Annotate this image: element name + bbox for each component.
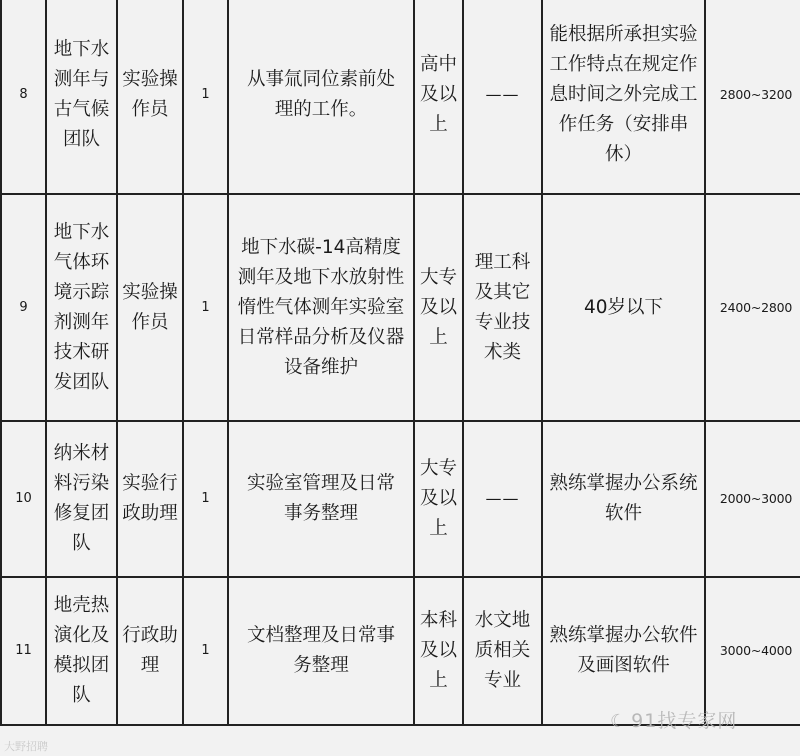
corner-watermark: 大野招聘 — [4, 740, 48, 753]
major-requirement: —— — [463, 421, 542, 577]
site-watermark: ☾ 91找专家网 — [610, 710, 738, 732]
job-duties: 实验室管理及日常事务整理 — [228, 421, 414, 577]
headcount: 1 — [183, 577, 228, 725]
table-row — [1, 0, 800, 194]
salary-range: 2000~3000 — [705, 421, 800, 577]
major-requirement: —— — [463, 0, 542, 194]
row-number: 11 — [1, 577, 46, 725]
salary-range: 3000~4000 — [705, 577, 800, 725]
education-requirement: 高中及以上 — [414, 0, 463, 194]
row-number: 9 — [1, 194, 46, 421]
team-name: 地壳热演化及模拟团队 — [46, 577, 117, 725]
wechat-icon: ☾ — [610, 711, 628, 732]
position-title: 实验操作员 — [117, 0, 183, 194]
row-number: 8 — [1, 0, 46, 194]
other-requirements: 熟练掌握办公系统软件 — [542, 421, 705, 577]
salary-range: 2800~3200 — [705, 0, 800, 194]
major-requirement: 水文地质相关专业 — [463, 577, 542, 725]
headcount: 1 — [183, 421, 228, 577]
headcount: 1 — [183, 0, 228, 194]
position-title: 实验行政助理 — [117, 421, 183, 577]
headcount: 1 — [183, 194, 228, 421]
salary-range: 2400~2800 — [705, 194, 800, 421]
other-requirements: 能根据所承担实验工作特点在规定作息时间之外完成工作任务（安排串休） — [542, 0, 705, 194]
job-duties: 文档整理及日常事务整理 — [228, 577, 414, 725]
position-title: 行政助理 — [117, 577, 183, 725]
education-requirement: 大专及以上 — [414, 421, 463, 577]
table-row — [1, 577, 800, 725]
table-row — [1, 194, 800, 421]
row-number: 10 — [1, 421, 46, 577]
table-row — [1, 421, 800, 577]
team-name: 地下水测年与古气候团队 — [46, 0, 117, 194]
education-requirement: 大专及以上 — [414, 194, 463, 421]
team-name: 纳米材料污染修复团队 — [46, 421, 117, 577]
team-name: 地下水气体环境示踪剂测年技术研发团队 — [46, 194, 117, 421]
major-requirement: 理工科及其它专业技术类 — [463, 194, 542, 421]
job-duties: 地下水碳-14高精度测年及地下水放射性惰性气体测年实验室日常样品分析及仪器设备维护 — [228, 194, 414, 421]
other-requirements: 熟练掌握办公软件及画图软件 — [542, 577, 705, 725]
education-requirement: 本科及以上 — [414, 577, 463, 725]
position-title: 实验操作员 — [117, 194, 183, 421]
job-duties: 从事氚同位素前处理的工作。 — [228, 0, 414, 194]
other-requirements: 40岁以下 — [542, 194, 705, 421]
